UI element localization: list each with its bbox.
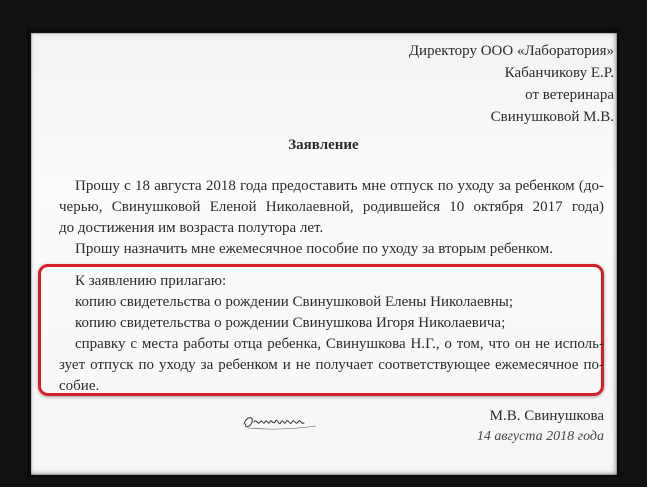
- handwritten-signature: [240, 408, 320, 434]
- statement-body: [59, 176, 604, 260]
- attachment-item: копию свидетельства о рождении Свинушковой Елены Николаевны;: [75, 294, 513, 310]
- attachments-list: [59, 271, 604, 397]
- signature-date: 14 августа 2018 года: [476, 429, 604, 444]
- paragraph-line: черью, Свинушковой Еленой Николаевной, родившейся 10 октября 2017 года): [59, 199, 604, 215]
- document-title: Заявление: [288, 137, 359, 153]
- addressee-line: от ветеринара: [525, 87, 614, 103]
- addressee-block: [409, 40, 614, 128]
- signer-name: М.В. Свинушкова: [489, 408, 604, 424]
- addressee-line: Свинушковой М.В.: [490, 109, 614, 125]
- attachment-item-continued: зует отпуск по уходу за ребенком и не получает соответствующее ежемесячное по-: [59, 357, 604, 373]
- attachment-item-continued: собие.: [59, 378, 100, 394]
- addressee-line: Директору ООО «Лаборатория»: [408, 43, 614, 59]
- paragraph-line: Прошу назначить мне ежемесячное пособие по уходу за вторым ребенком.: [75, 241, 553, 257]
- paragraph-line: Прошу с 18 августа 2018 года предоставить мне отпуск по уходу за ребенком (до-: [75, 178, 604, 194]
- attachment-item: справку с места работы отца ребенка, Свинушкова Н.Г., о том, что он не исполь-: [75, 336, 604, 352]
- attachment-item: копию свидетельства о рождении Свинушкова Игоря Николаевича;: [75, 315, 506, 331]
- addressee-line: Кабанчикову Е.Р.: [504, 65, 614, 81]
- paragraph-line: до достижения им возраста полутора лет.: [59, 220, 324, 236]
- attachments-heading: К заявлению прилагаю:: [75, 273, 227, 289]
